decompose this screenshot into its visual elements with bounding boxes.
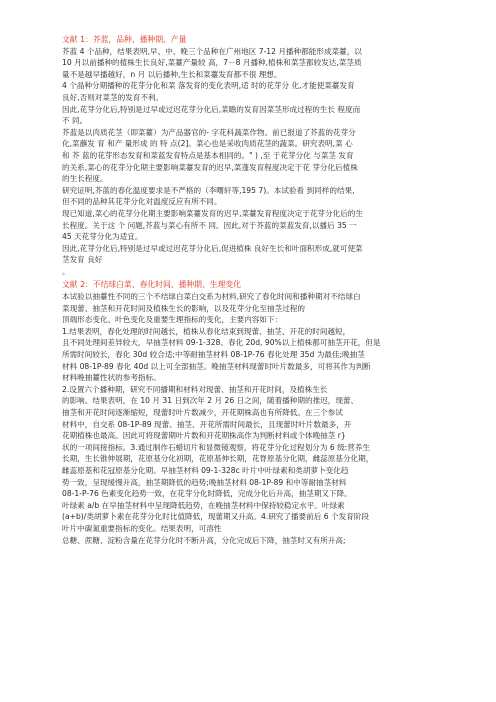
doc2-text-line: 1.结果表明，春化处理的时间越长，植株从春化结束到现蕾、抽茎、开花的时间越短， <box>62 326 351 336</box>
doc1-text-line: 45 天花芽分化为适宜。 <box>62 232 143 242</box>
doc2-text-line: 状的一项间接指标。3.通过制作石蜡切片和显微镜观察，将花芽分化过程划分为 6 级:营养生 <box>62 442 371 452</box>
doc2-text-line: 总糖、蔗糖、淀粉含量在花芽分化时不断升高，分化完成后下降，抽茎时又有所升高; <box>62 535 346 545</box>
doc2-text-line: 顶端形态变化、叶色变化及重要生理指标的变化，主要内容如下： <box>62 315 283 325</box>
document-body <box>62 34 438 546</box>
doc1-heading: 文献 1：芥蓝，品种、播种期、产量 <box>62 35 187 44</box>
doc1-text-line: 良好,否则对菜茎的发育不利。 <box>62 92 164 102</box>
doc2-text-line: 的影响。结果表明，在 10 月 31 日到次年 2 月 26 日之间，随着播种期的推迟，现蕾、 <box>62 396 359 406</box>
doc2-text-line: 花期植株也最高。因此可将现蕾期叶片数和开花期株高作为判断材料或个体晚抽茎 r} <box>62 431 346 441</box>
doc1-text-line: 芥蓝 4 个品种，结果表明,早、中、晚三个品种在广州地区 7-12 月播种都能形成菜薹，以 <box>62 46 362 56</box>
doc1-trailing-mark: 。 <box>62 266 70 276</box>
doc2-text-line: 雌蕊原基和花冠原基分化期。早抽茎材料 09-1-328c 叶片中叶绿素和类胡萝卜变化趋 <box>62 465 349 475</box>
doc2-text-line: 2.设置六个播种期，研究不同播期和材料对现蕾、抽茎和开花时间，及植株生长 <box>62 384 328 394</box>
doc1-text-line: 长程度。关于这 个 问题,芥蓝与菜心有所不 同。因此,对于芥蓝的菜蓝发育,以播后 35 一 <box>62 220 357 230</box>
doc2-text-line: 势一致，呈现缓慢升高，抽茎期降低的趋势;晚抽茎材料 08-1P-89 和中等耐抽茎材料 <box>62 477 347 487</box>
doc1-text-line: 4 个晶种分期播种的花芽分化和菜 落发育的变化表明,适 时的花芽分 化,才能使菜薹发育 <box>62 81 355 91</box>
doc1-text-line: 量不是越早播越好，n 月 以后播种,生长和菜薹发育都不很 理想。 <box>62 69 282 79</box>
doc2-text-line: 08-1-P-76 色素变化趋势一致，在花芽分化时降低，完成分化后升高，抽茎期又下降。 <box>62 489 352 499</box>
doc1-text-line: 的关系,菜心的花芽分化期主要影响菜薹发育的迟早,菜蓬发育程度决定于花 芽分化后植株 <box>62 162 358 172</box>
doc2-text-line: 叶绿素 a/b 在早抽茎材料中呈现降低趋势，在晚抽茎材料中保持较稳定水平。叶绿素 <box>62 500 345 510</box>
doc2-text-line: 所需时间较长，春化 30d 较合适;中等耐抽茎材料 08-1P-76 春化处理 35d 为最佳;晚抽茎 <box>62 350 365 360</box>
doc1-text-line: 化,菜蘸发 育 和产 量形成 的 特 点(2]。菜心也是采收肉质花茎的蔬菜。研究表明,菜 心 <box>62 139 353 149</box>
doc1-text-line: 但不同的品种其花芽分化对温度反应有所不同。 <box>62 197 222 207</box>
doc1-text-line: 茎发育 良好 <box>62 255 103 265</box>
doc1-text-line: 因此,花芽分化后,特别是过早或过迟花芽分化后,菜瞻的发育因菜茎形成过程的生长 程度而 <box>62 104 361 114</box>
doc2-text-line: 抽茎和开花时间逐渐缩短，现蕾时叶片数减少，开花期株高也有所降低。在三个参试 <box>62 408 343 417</box>
doc2-text-line: 材料中，自交系 08-1P-89 现蕾、抽茎、开花所需时间最长，且现蕾时叶片数最多，开 <box>62 419 352 429</box>
doc2-text-line: 长期，生长锥伸展期，花原基分化初期，花原基伸长期，花脊原基分化期，雌蕊原基分化期， <box>62 454 374 464</box>
doc2-text-line: 且不同处理间差异较大，早抽茎材料 09-1-328、春化 20d, 90%以上植株都可抽茎开花，但是 <box>62 338 381 348</box>
doc2-heading: 文献 2：不结球白菜、春化时间、播种期、生理变化 <box>62 280 241 290</box>
doc1-text-line: 不 同。 <box>62 116 88 126</box>
doc2-text-line: 材料 08-1P-89 春化 40d 以上可全部抽茎。晚抽茎材料现蕾时叶片数最多，可将其作为判断 <box>62 361 371 371</box>
doc1-text-line: 的生长程度。 <box>62 174 108 184</box>
doc1-text-line: 研究证明,芥蓝的春化温度要求是不严格的（李曙轩等,195 7)。本试验看 到同样的结果, <box>62 185 355 195</box>
doc1-text-line: 芥蓝是以肉质花茎（即菜薹）为产品器官的- 字花科蔬菜作物。前已报道了芥蓝的花芽分 <box>62 127 356 137</box>
doc2-paragraphs <box>62 291 438 546</box>
doc1-paragraphs <box>62 46 438 266</box>
doc2-text-line: 菜现蕾、抽茎和开花时间及植株生长的影响，以及花芽分化至抽茎过程的 <box>62 303 305 313</box>
doc1-text-line: 10 月以前播种的植株生长良好,菜薹产量较 高，7－8 月播种,植株和菜茎都较发达,菜茎质 <box>62 58 362 68</box>
doc1-text-line: 和 芥 蓝的花芽形态发育和菜蓝发育特点是基本相同的。" ) ,至 于花芽分化 与菜茎 发育 <box>62 150 354 160</box>
doc2-text-line: (a+b)/类胡萝卜素在花芽分化时比值降低，现蕾期又升高。4.研究了播要前后 6 个发育阶段 <box>62 512 370 522</box>
doc2-text-line: 材料晚抽薹性状的参考指标。 <box>62 373 161 383</box>
doc2-text-line: 叶片中碳氮重要指标的变化。结果表明，可溶性 <box>62 523 222 533</box>
doc1-text-line: 现已知道,菜心的花芽分化期主要影响菜薹发育的迟早,菜薹发育程度决定于花芽分化后的生 <box>62 208 363 218</box>
doc2-text-line: 本试验以抽薹性不同的三个不结球白菜白交系为材料,研究了春化时间和播种期对不结球白 <box>62 292 361 302</box>
doc1-text-line: 因此,花芽分化后,特别是过早或过迟花芽分化后,促进植株 良好生长和叶面积形成,就可使菜 <box>62 243 363 253</box>
